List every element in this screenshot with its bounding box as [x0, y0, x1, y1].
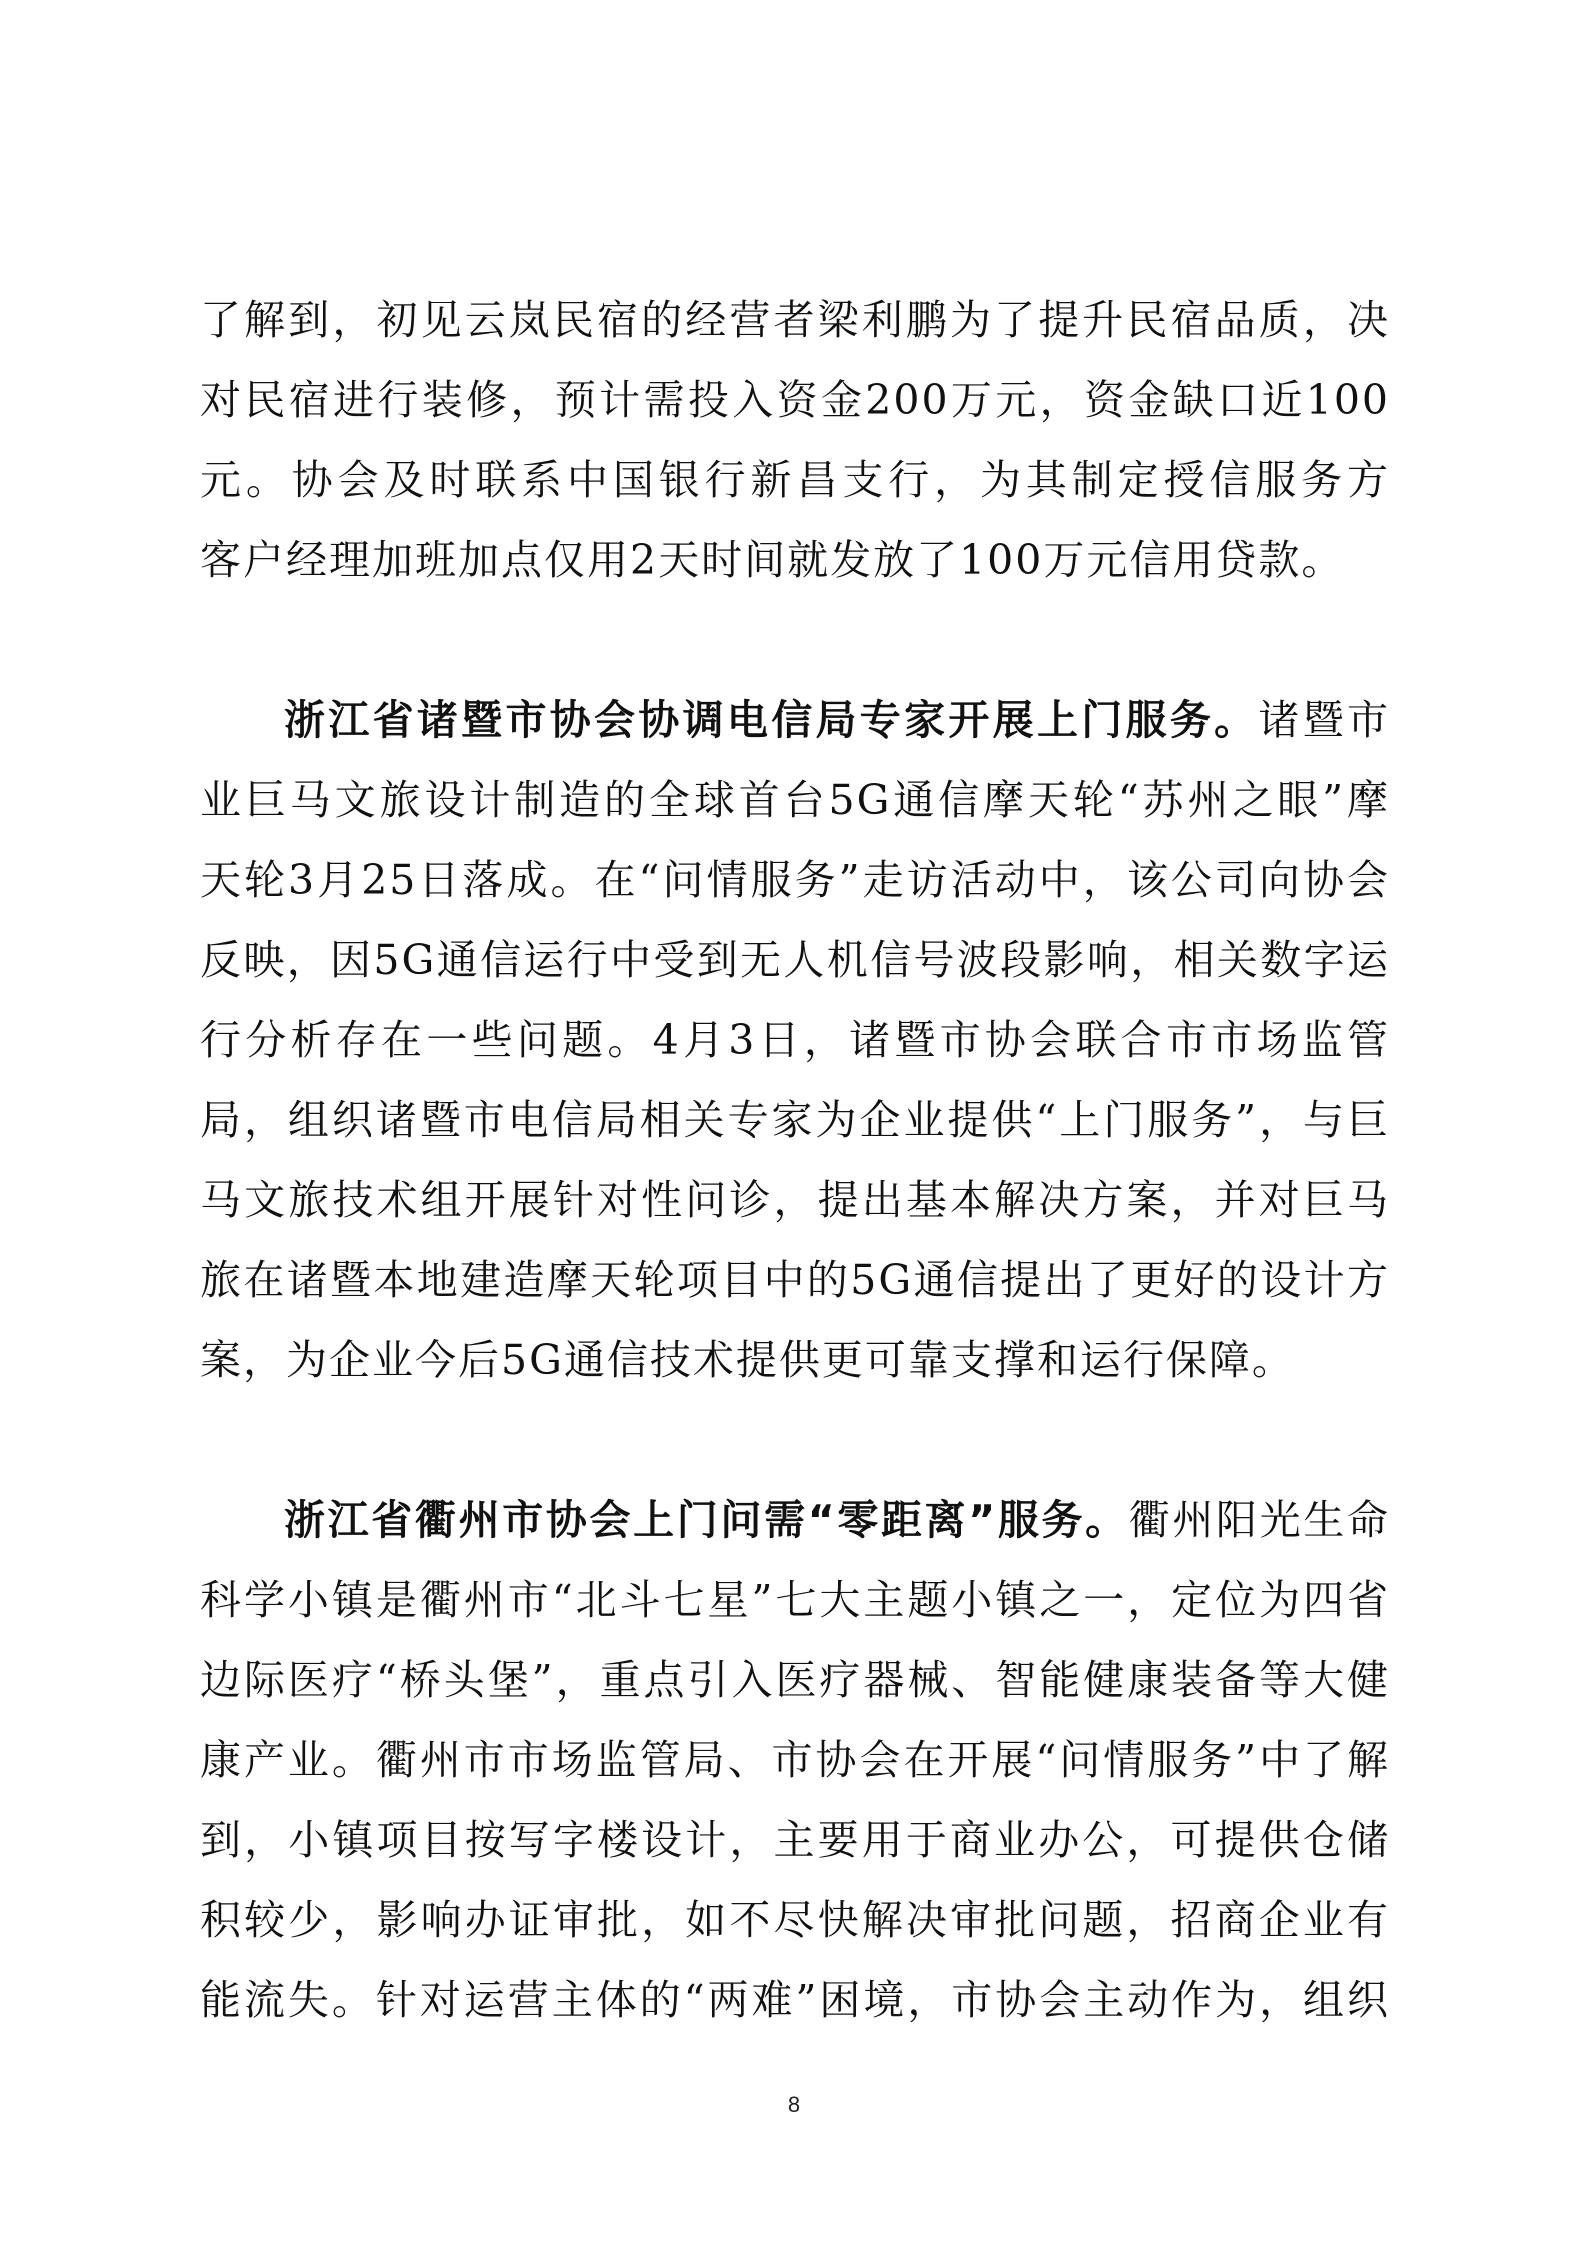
paragraph-line: 康产业。衢州市市场监管局、市协会在开展“问情服务”中了解 — [200, 1736, 1390, 1784]
paragraph-heading: 浙江省衢州市协会上门问需“零距离”服务。 — [284, 1496, 1129, 1544]
paragraph-line: 能流失。针对运营主体的“两难”困境，市协会主动作为，组织 — [200, 1976, 1390, 2024]
paragraph-quzhou-service — [200, 1480, 1390, 2040]
paragraph-line: 元。协会及时联系中国银行新昌支行，为其制定授信服务方 — [200, 456, 1390, 504]
paragraph-line: 到，小镇项目按写字楼设计，主要用于商业办公，可提供仓储 — [200, 1816, 1390, 1864]
paragraph-line: 积较少，影响办证审批，如不尽快解决审批问题，招商企业有 — [200, 1896, 1390, 1944]
paragraph-first-line — [200, 1480, 1390, 1560]
paragraph-line: 了解到，初见云岚民宿的经营者梁利鹏为了提升民宿品质，决 — [200, 296, 1390, 344]
paragraph-line: 马文旅技术组开展针对性问诊，提出基本解决方案，并对巨马 — [200, 1176, 1390, 1224]
paragraph-line: 行分析存在一些问题。4月3日，诸暨市协会联合市市场监管 — [200, 1016, 1390, 1064]
paragraph-line: 业巨马文旅设计制造的全球首台5G通信摩天轮“苏州之眼”摩 — [200, 776, 1390, 824]
paragraph-line: 边际医疗“桥头堡”，重点引入医疗器械、智能健康装备等大健 — [200, 1656, 1390, 1704]
paragraph-line: 对民宿进行装修，预计需投入资金200万元，资金缺口近100 — [200, 376, 1390, 424]
paragraph-line: 旅在诸暨本地建造摩天轮项目中的5G通信提出了更好的设计方 — [200, 1256, 1390, 1304]
page-number: 8 — [787, 2092, 801, 2117]
paragraph-first-line — [200, 680, 1390, 760]
paragraph-line: 科学小镇是衢州市“北斗七星”七大主题小镇之一，定位为四省 — [200, 1576, 1390, 1624]
paragraph-heading: 浙江省诸暨市协会协调电信局专家开展上门服务。 — [284, 696, 1259, 744]
paragraph-line: 天轮3月25日落成。在“问情服务”走访活动中，该公司向协会 — [200, 856, 1390, 904]
paragraph-line: 案，为企业今后5G通信技术提供更可靠支撑和运行保障。 — [200, 1336, 1295, 1384]
paragraph-zhuji-telecom — [200, 680, 1390, 1400]
paragraph-loan-service — [200, 280, 1390, 600]
paragraph-line: 客户经理加班加点仅用2天时间就发放了100万元信用贷款。 — [200, 536, 1345, 584]
paragraph-line: 反映，因5G通信运行中受到无人机信号波段影响，相关数字运 — [200, 936, 1390, 984]
paragraph-line-rest: 衢州阳光生命 — [1128, 1496, 1390, 1544]
paragraph-line-rest: 诸暨市 — [1258, 696, 1390, 744]
paragraph-line: 局，组织诸暨市电信局相关专家为企业提供“上门服务”，与巨 — [200, 1096, 1390, 1144]
